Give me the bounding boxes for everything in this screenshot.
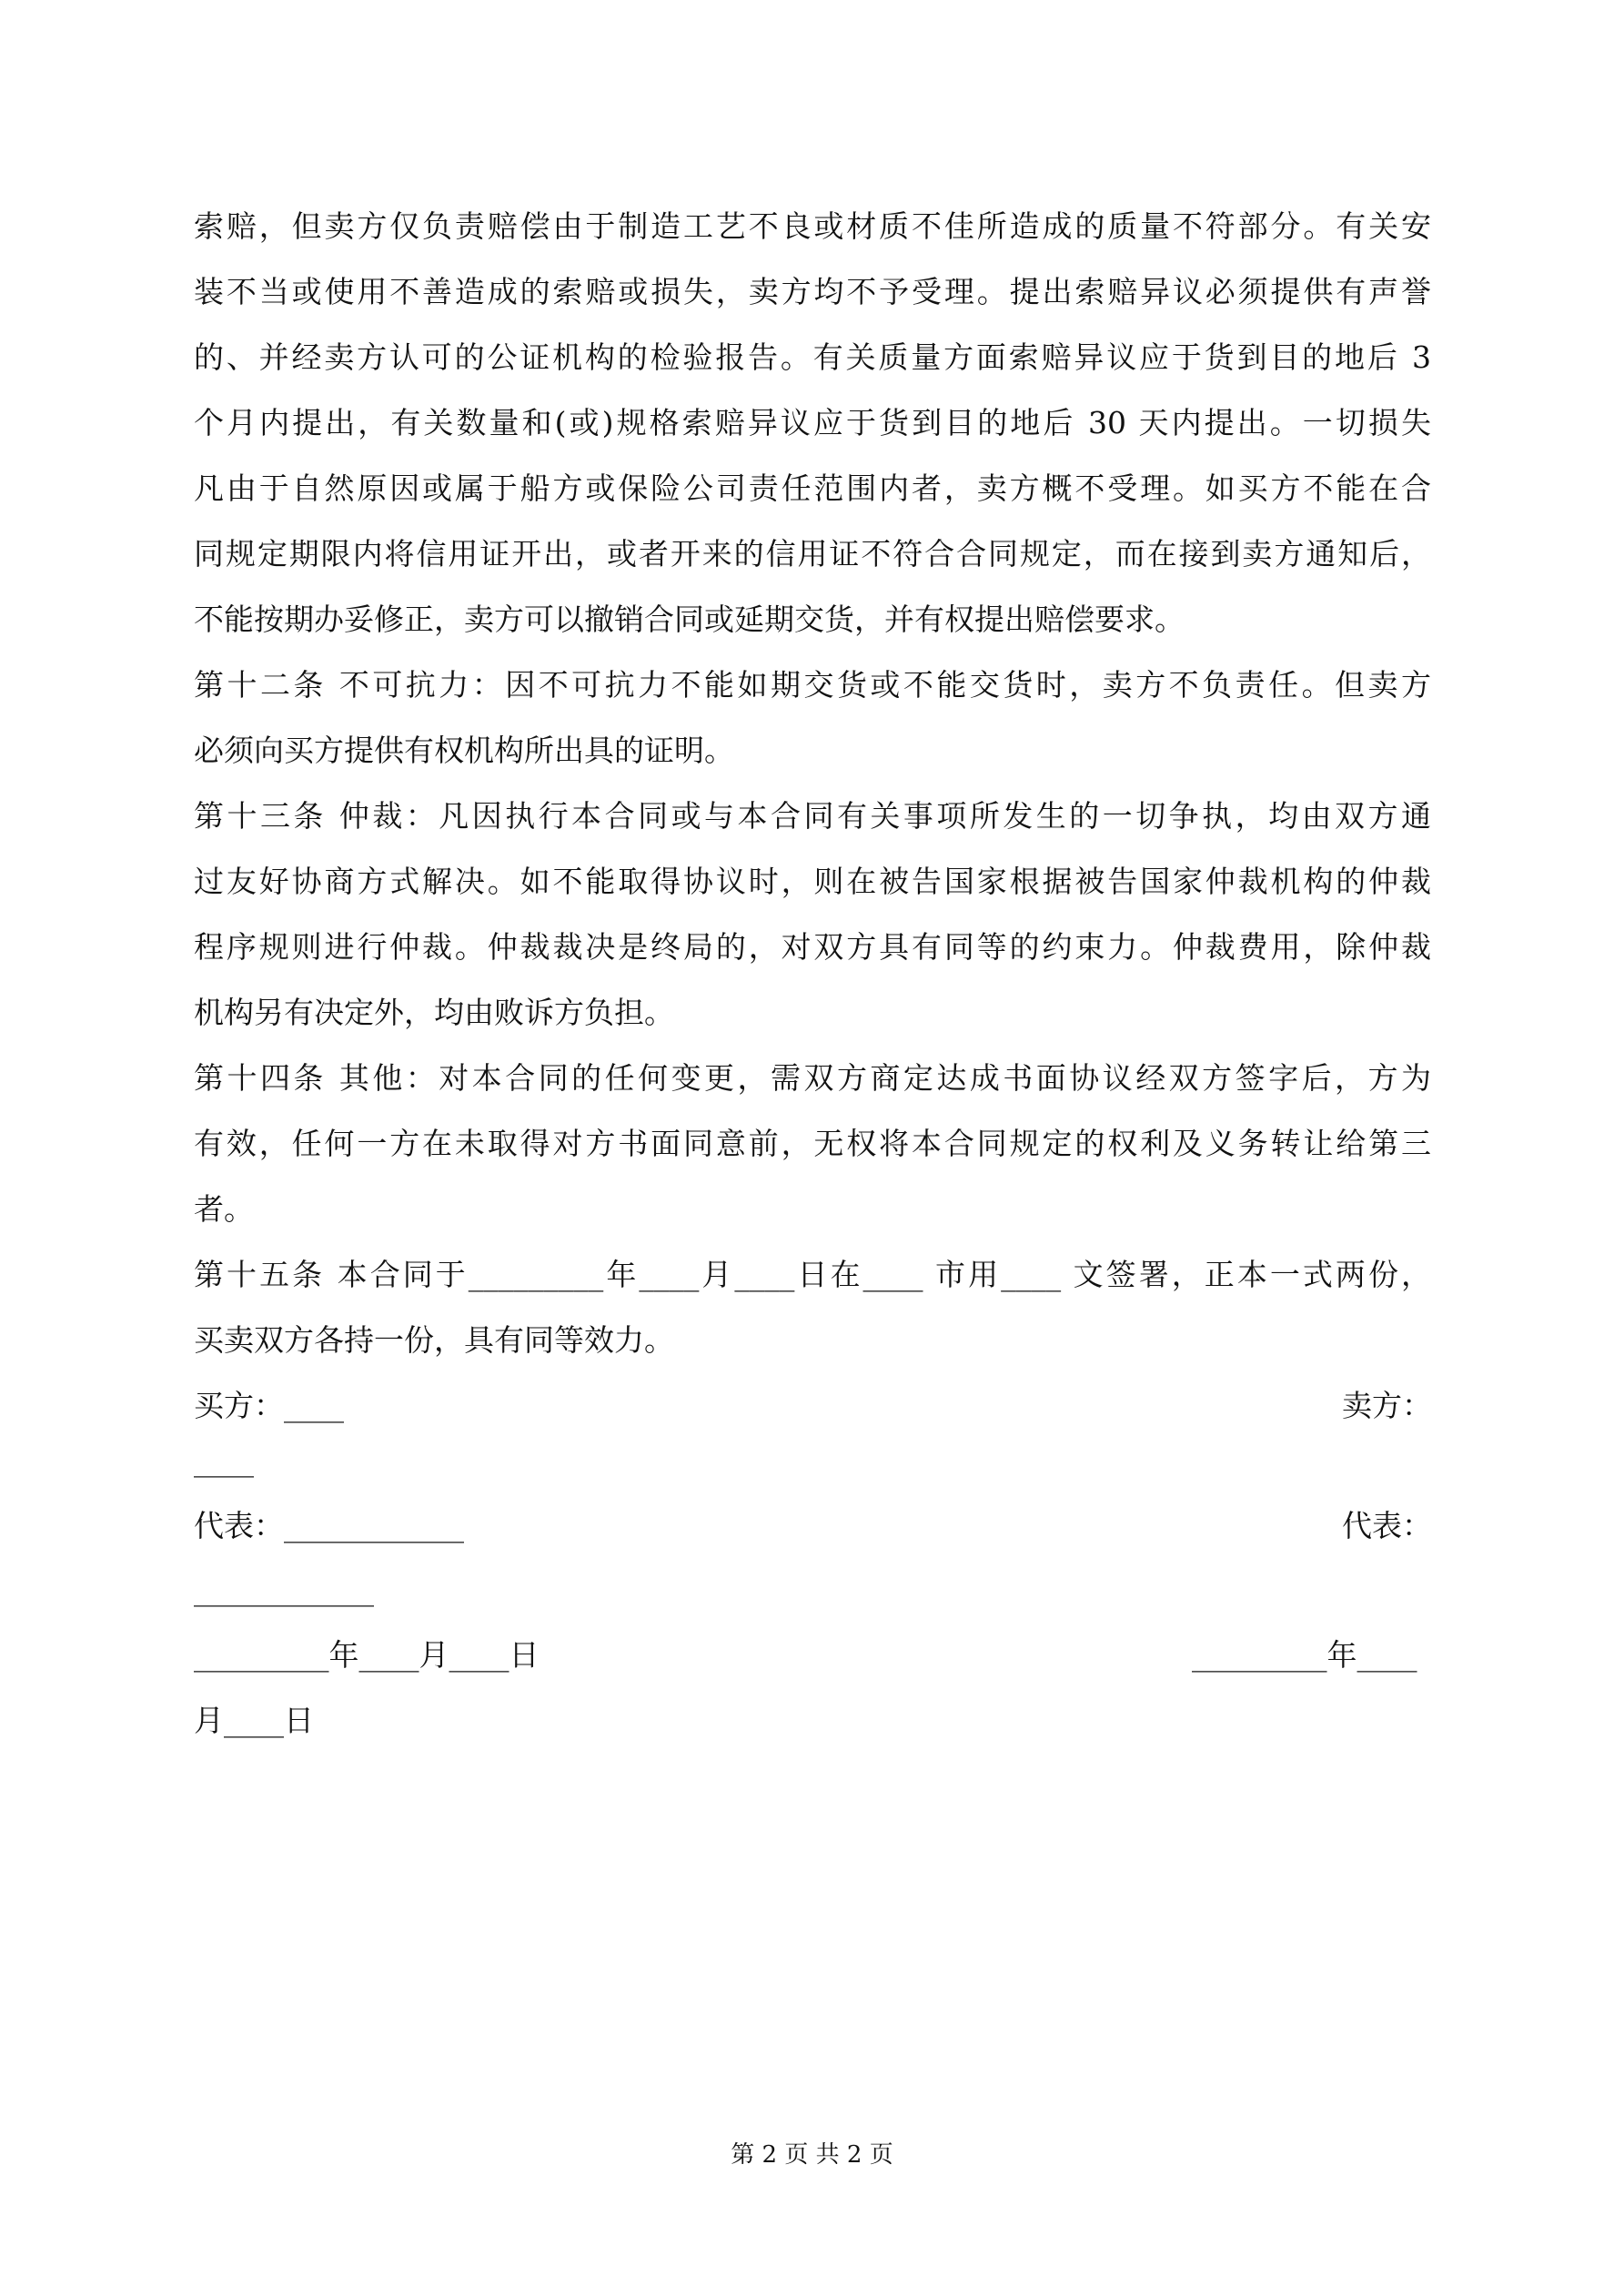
body-line: 凡由于自然原因或属于船方或保险公司责任范围内者，卖方概不受理。如买方不能在合 bbox=[194, 470, 1431, 506]
buyer-date: _________年____月____日 bbox=[194, 1637, 540, 1673]
clause-14-line: 第十四条 其他：对本合同的任何变更，需双方商定达成书面协议经双方签字后，方为 bbox=[194, 1060, 1431, 1096]
seller-date: _________年____ bbox=[1192, 1637, 1417, 1673]
body-line: 索赔，但卖方仅负责赔偿由于制造工艺不良或材质不佳所造成的质量不符部分。有关安 bbox=[194, 208, 1431, 244]
seller-blank: ____ bbox=[194, 1442, 254, 1478]
body-line: 装不当或使用不善造成的索赔或损失，卖方均不予受理。提出索赔异议必须提供有声誉 bbox=[194, 274, 1431, 309]
seller-representative-label: 代表： bbox=[1342, 1508, 1432, 1543]
clause-13-line: 过友好协商方式解决。如不能取得协议时，则在被告国家根据被告国家仲裁机构的仲裁 bbox=[194, 864, 1431, 899]
seller-representative-blank: ____________ bbox=[194, 1572, 374, 1607]
clause-13-line: 程序规则进行仲裁。仲裁裁决是终局的，对双方具有同等的约束力。仲裁费用，除仲裁 bbox=[194, 929, 1431, 965]
body-line: 同规定期限内将信用证开出，或者开来的信用证不符合合同规定，而在接到卖方通知后， bbox=[194, 536, 1431, 571]
seller-date-continued: 月____日 bbox=[194, 1703, 314, 1738]
clause-12-line: 第十二条 不可抗力：因不可抗力不能如期交货或不能交货时，卖方不负责任。但卖方 bbox=[194, 667, 1431, 703]
clause-13-line: 机构另有决定外，均由败诉方负担。 bbox=[194, 995, 674, 1030]
body-line: 不能按期办妥修正，卖方可以撤销合同或延期交货，并有权提出赔偿要求。 bbox=[194, 602, 1185, 637]
buyer-label: 买方：____ bbox=[194, 1388, 344, 1423]
clause-15-line: 第十五条 本合同于_________年____月____日在____ 市用____ 文签署，正本一式两份， bbox=[194, 1257, 1431, 1292]
clause-12-line: 必须向买方提供有权机构所出具的证明。 bbox=[194, 733, 734, 768]
page-number-footer: 第 2 页 共 2 页 bbox=[731, 2141, 893, 2169]
clause-14-line: 者。 bbox=[194, 1191, 254, 1227]
clause-13-line: 第十三条 仲裁：凡因执行本合同或与本合同有关事项所发生的一切争执，均由双方通 bbox=[194, 798, 1431, 834]
body-line: 个月内提出，有关数量和(或)规格索赔异议应于货到目的地后 30 天内提出。一切损失 bbox=[194, 405, 1431, 440]
clause-14-line: 有效，任何一方在未取得对方书面同意前，无权将本合同规定的权利及义务转让给第三 bbox=[194, 1126, 1431, 1161]
body-line: 的、并经卖方认可的公证机构的检验报告。有关质量方面索赔异议应于货到目的地后 3 bbox=[194, 339, 1431, 375]
clause-15-line: 买卖双方各持一份，具有同等效力。 bbox=[194, 1322, 674, 1358]
buyer-representative: 代表：____________ bbox=[194, 1508, 464, 1543]
seller-label: 卖方： bbox=[1342, 1388, 1432, 1423]
